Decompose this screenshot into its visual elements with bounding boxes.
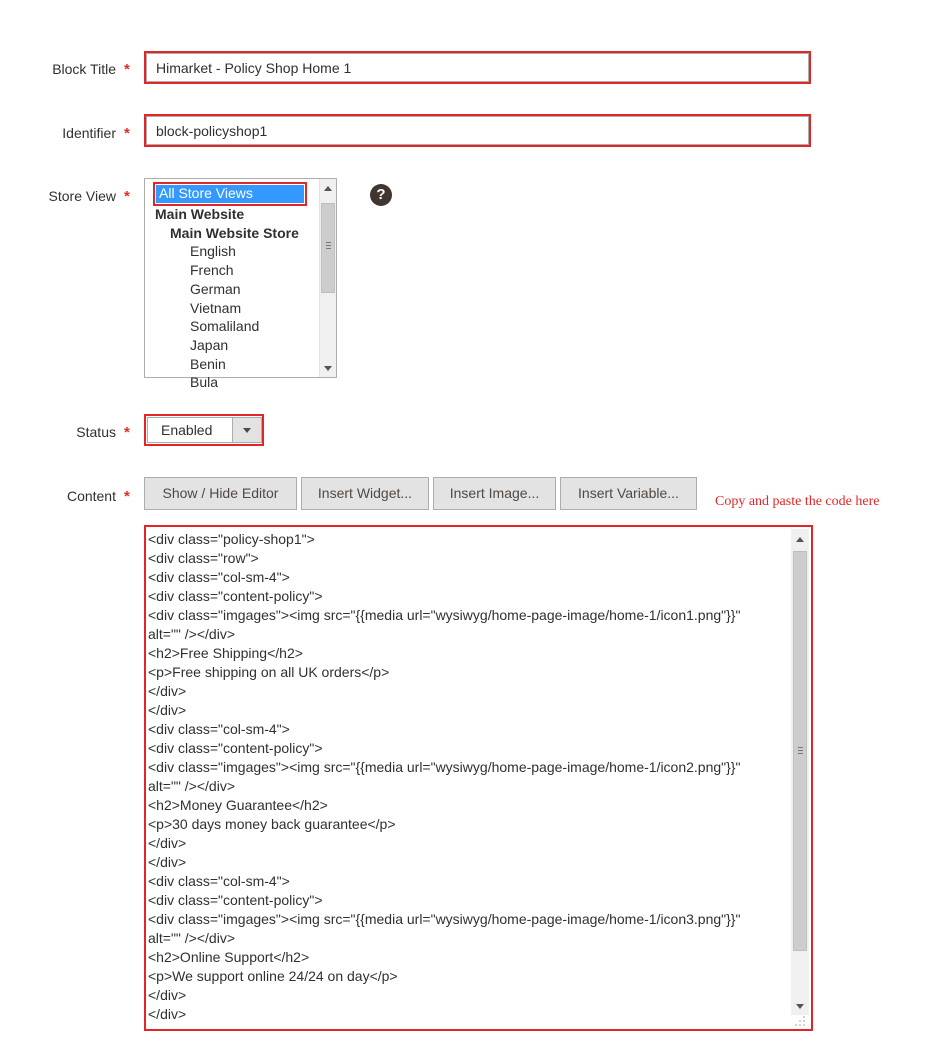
code-line: <div class="content-policy">: [148, 740, 323, 756]
code-line: alt="" /></div>: [148, 930, 235, 946]
identifier-label: Identifier: [62, 125, 116, 141]
block-title-field: [144, 51, 811, 84]
insert-widget-button[interactable]: Insert Widget...: [301, 477, 429, 510]
scroll-down-arrow-icon[interactable]: [324, 366, 332, 371]
grip-icon: [326, 245, 331, 246]
block-title-required-mark: *: [124, 61, 130, 78]
code-line: <div class="row">: [148, 550, 259, 566]
code-line: alt="" /></div>: [148, 626, 235, 642]
code-line: <h2>Free Shipping</h2>: [148, 645, 303, 661]
status-required-mark: *: [124, 424, 130, 441]
code-line: <div class="col-sm-4">: [148, 873, 290, 889]
code-line: <div class="content-policy">: [148, 892, 323, 908]
identifier-input[interactable]: [146, 116, 809, 145]
status-select[interactable]: [144, 414, 264, 446]
store-view-option[interactable]: Japan: [190, 337, 229, 353]
scroll-up-arrow-icon[interactable]: [796, 537, 804, 542]
store-view-option[interactable]: French: [190, 262, 234, 278]
store-view-required-mark: *: [124, 188, 130, 205]
store-view-option[interactable]: Benin: [190, 356, 226, 372]
code-line: <div class="imgages"><img src="{{media url="wysiwyg/home-page-image/home-1/icon3.png"}}": [148, 911, 741, 927]
insert-variable-button[interactable]: Insert Variable...: [560, 477, 697, 510]
store-view-label: Store View: [48, 188, 116, 204]
store-view-option[interactable]: Somaliland: [190, 318, 260, 334]
grip-icon: [326, 248, 331, 249]
grip-icon: [798, 753, 803, 754]
code-line: </div>: [148, 854, 187, 870]
code-line: <div class="imgages"><img src="{{media url="wysiwyg/home-page-image/home-1/icon2.png"}}": [148, 759, 741, 775]
code-line: </div>: [148, 1006, 187, 1022]
content-code[interactable]: [148, 530, 788, 1024]
scroll-down-arrow-icon[interactable]: [796, 1004, 804, 1009]
code-line: <h2>Money Guarantee</h2>: [148, 797, 328, 813]
content-scroll-thumb[interactable]: [793, 551, 807, 951]
scroll-up-arrow-icon[interactable]: [324, 186, 332, 191]
store-view-scrollbar[interactable]: [319, 179, 336, 377]
content-required-mark: *: [124, 488, 130, 505]
chevron-down-icon: [243, 428, 251, 433]
code-line: </div>: [148, 702, 187, 718]
store-view-store: Main Website Store: [170, 225, 299, 241]
show-hide-editor-button[interactable]: Show / Hide Editor: [144, 477, 297, 510]
identifier-field: [144, 114, 811, 147]
grip-icon: [326, 242, 331, 243]
code-line: <p>30 days money back guarantee</p>: [148, 816, 396, 832]
store-view-option[interactable]: Vietnam: [190, 300, 242, 316]
code-line: </div>: [148, 683, 187, 699]
block-title-input[interactable]: [146, 53, 809, 82]
code-line: </div>: [148, 835, 187, 851]
content-label: Content: [66, 488, 116, 504]
code-line: <div class="content-policy">: [148, 588, 323, 604]
content-scrollbar[interactable]: [791, 529, 809, 1015]
code-line: <div class="policy-shop1">: [148, 531, 315, 547]
code-line: <p>Free shipping on all UK orders</p>: [148, 664, 390, 680]
question-circle-icon[interactable]: ?: [370, 184, 392, 206]
status-label: Status: [76, 424, 116, 440]
store-view-multiselect[interactable]: [144, 178, 337, 390]
code-line: alt="" /></div>: [148, 778, 235, 794]
code-line: </div>: [148, 987, 187, 1003]
store-view-option-selected[interactable]: [153, 182, 307, 206]
code-line: <p>We support online 24/24 on day</p>: [148, 968, 398, 984]
store-view-option[interactable]: English: [190, 243, 236, 259]
store-view-website: Main Website: [155, 206, 245, 222]
store-view-option-all[interactable]: All Store Views: [156, 185, 304, 203]
store-view-scroll-thumb[interactable]: [321, 203, 335, 293]
code-line: <div class="imgages"><img src="{{media url="wysiwyg/home-page-image/home-1/icon1.png"}}": [148, 607, 741, 623]
code-line: <div class="col-sm-4">: [148, 569, 290, 585]
status-dropdown-button[interactable]: [232, 417, 262, 443]
block-title-label: Block Title: [52, 61, 116, 77]
resize-handle-icon[interactable]: [795, 1016, 805, 1026]
store-view-option[interactable]: German: [190, 281, 241, 297]
insert-image-button[interactable]: Insert Image...: [433, 477, 556, 510]
grip-icon: [798, 750, 803, 751]
grip-icon: [798, 747, 803, 748]
identifier-required-mark: *: [124, 125, 130, 142]
content-textarea[interactable]: [144, 525, 813, 1031]
status-value[interactable]: Enabled: [147, 417, 232, 443]
store-view-option[interactable]: Bula: [190, 374, 219, 390]
paste-code-note: Copy and paste the code here: [715, 494, 880, 509]
code-line: <div class="col-sm-4">: [148, 721, 290, 737]
code-line: <h2>Online Support</h2>: [148, 949, 310, 965]
